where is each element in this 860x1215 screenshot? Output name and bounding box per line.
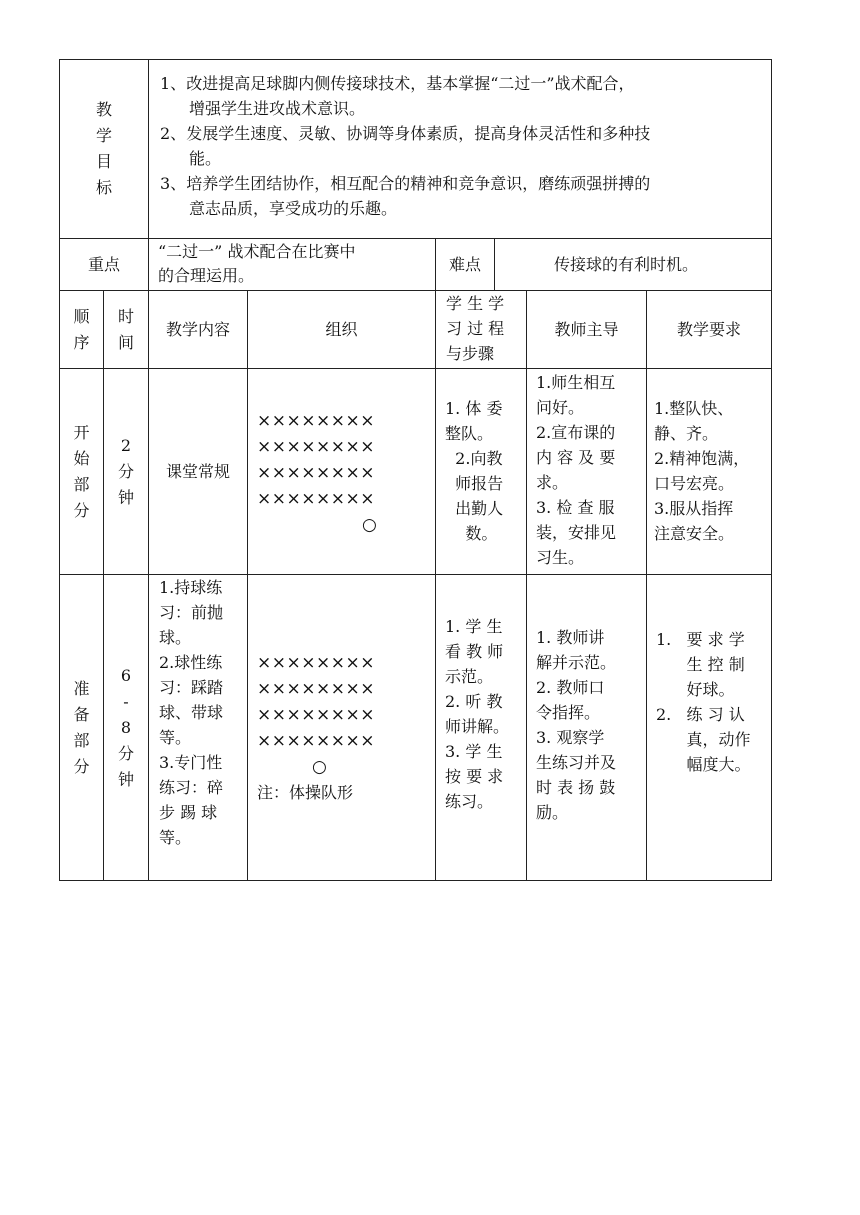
objective-item: 3、培养学生团结协作，相互配合的精神和竞争意识，磨练顽强拼搏的: [160, 174, 651, 193]
requirements-opening: 1.整队快、 静、齐。 2.精神饱满， 口号宏亮。 3.服从指挥 注意安全。: [654, 399, 750, 543]
objective-item: 2、发展学生速度、灵敏、协调等身体素质，提高身体灵活性和多种技: [160, 124, 651, 143]
objective-item: 1、改进提高足球脚内侧传接球技术，基本掌握“二过一”战术配合，: [160, 74, 635, 93]
time-opening: 2 分 钟: [117, 435, 134, 507]
section-preparation: 准 备 部 分: [73, 678, 90, 776]
divider: [646, 290, 647, 880]
formation-preparation: [257, 650, 433, 806]
objectives-label: 教 学 目 标: [95, 100, 112, 197]
header-organization: 组织: [325, 320, 358, 339]
divider: [148, 59, 149, 290]
formation-row: ××××××××: [257, 437, 375, 457]
content-opening: 课堂常规: [165, 462, 230, 481]
objective-item-continued: 意志品质，享受成功的乐趣。: [189, 199, 398, 218]
time-preparation: 6 - 8 分 钟: [117, 665, 134, 789]
formation-row: ××××××××: [257, 411, 375, 431]
teacher-preparation: 1. 教师讲 解并示范。 2. 教师口 令指挥。 3. 观察学 生练习并及 时 表 扬 鼓 励。: [536, 628, 617, 822]
formation-row: ××××××××: [257, 705, 375, 725]
difficulty-text: 传接球的有利时机。: [553, 255, 698, 274]
teacher-opening: 1.师生相互 问好。 2.宣布课的 内 容 及 要 求。 3. 检 查 服 装，安排见 习生。: [536, 373, 617, 567]
formation-row: ××××××××: [257, 463, 375, 483]
requirements-preparation: 1. 要 求 学 生 控 制 好球。 2. 练 习 认 真，动作 幅度大。: [656, 630, 751, 774]
formation-row: ××××××××: [257, 489, 375, 509]
student-opening: 1. 体 委 整队。 2.向教 师报告 出勤人 数。: [445, 399, 504, 543]
formation-row: ××××××××: [257, 653, 375, 673]
section-opening: 开 始 部 分: [73, 422, 90, 520]
header-teacher: 教师主导: [554, 320, 619, 339]
header-student: 学 生 学 习 过 程 与步骤: [446, 294, 505, 363]
formation-row: ××××××××: [257, 731, 375, 751]
divider: [526, 290, 527, 880]
objective-item-continued: 能。: [189, 149, 222, 168]
header-requirements: 教学要求: [676, 320, 741, 339]
objectives-list: [160, 71, 768, 221]
border-top: [59, 59, 772, 60]
student-preparation: 1. 学 生 看 教 师 示范。 2. 听 教 师讲解。 3. 学 生 按 要 求 练习。: [445, 617, 510, 811]
formation-opening: [257, 408, 433, 538]
header-order: 顺 序: [73, 306, 90, 352]
border-bottom: [59, 880, 772, 881]
border-right: [771, 59, 772, 881]
difficulty-label: 难点: [448, 255, 481, 274]
teacher-position-icon: ○: [312, 757, 328, 777]
teacher-position-icon: ○: [362, 515, 378, 535]
divider: [435, 290, 436, 880]
focus-text: “二过一” 战术配合在比赛中 的合理运用。: [158, 242, 356, 285]
formation-note: 注：体操队形: [257, 783, 354, 802]
focus-label: 重点: [87, 255, 120, 274]
divider: [247, 290, 248, 880]
content-preparation: 1.持球练 习：前抛 球。 2.球性练 习：踩踏 球、带球 等。 3.专门性 练习：碎 步 踢 球 等。: [159, 578, 224, 847]
header-content: 教学内容: [165, 320, 230, 339]
header-time: 时 间: [117, 306, 134, 352]
objective-item-continued: 增强学生进攻战术意识。: [189, 99, 366, 118]
formation-row: ××××××××: [257, 679, 375, 699]
